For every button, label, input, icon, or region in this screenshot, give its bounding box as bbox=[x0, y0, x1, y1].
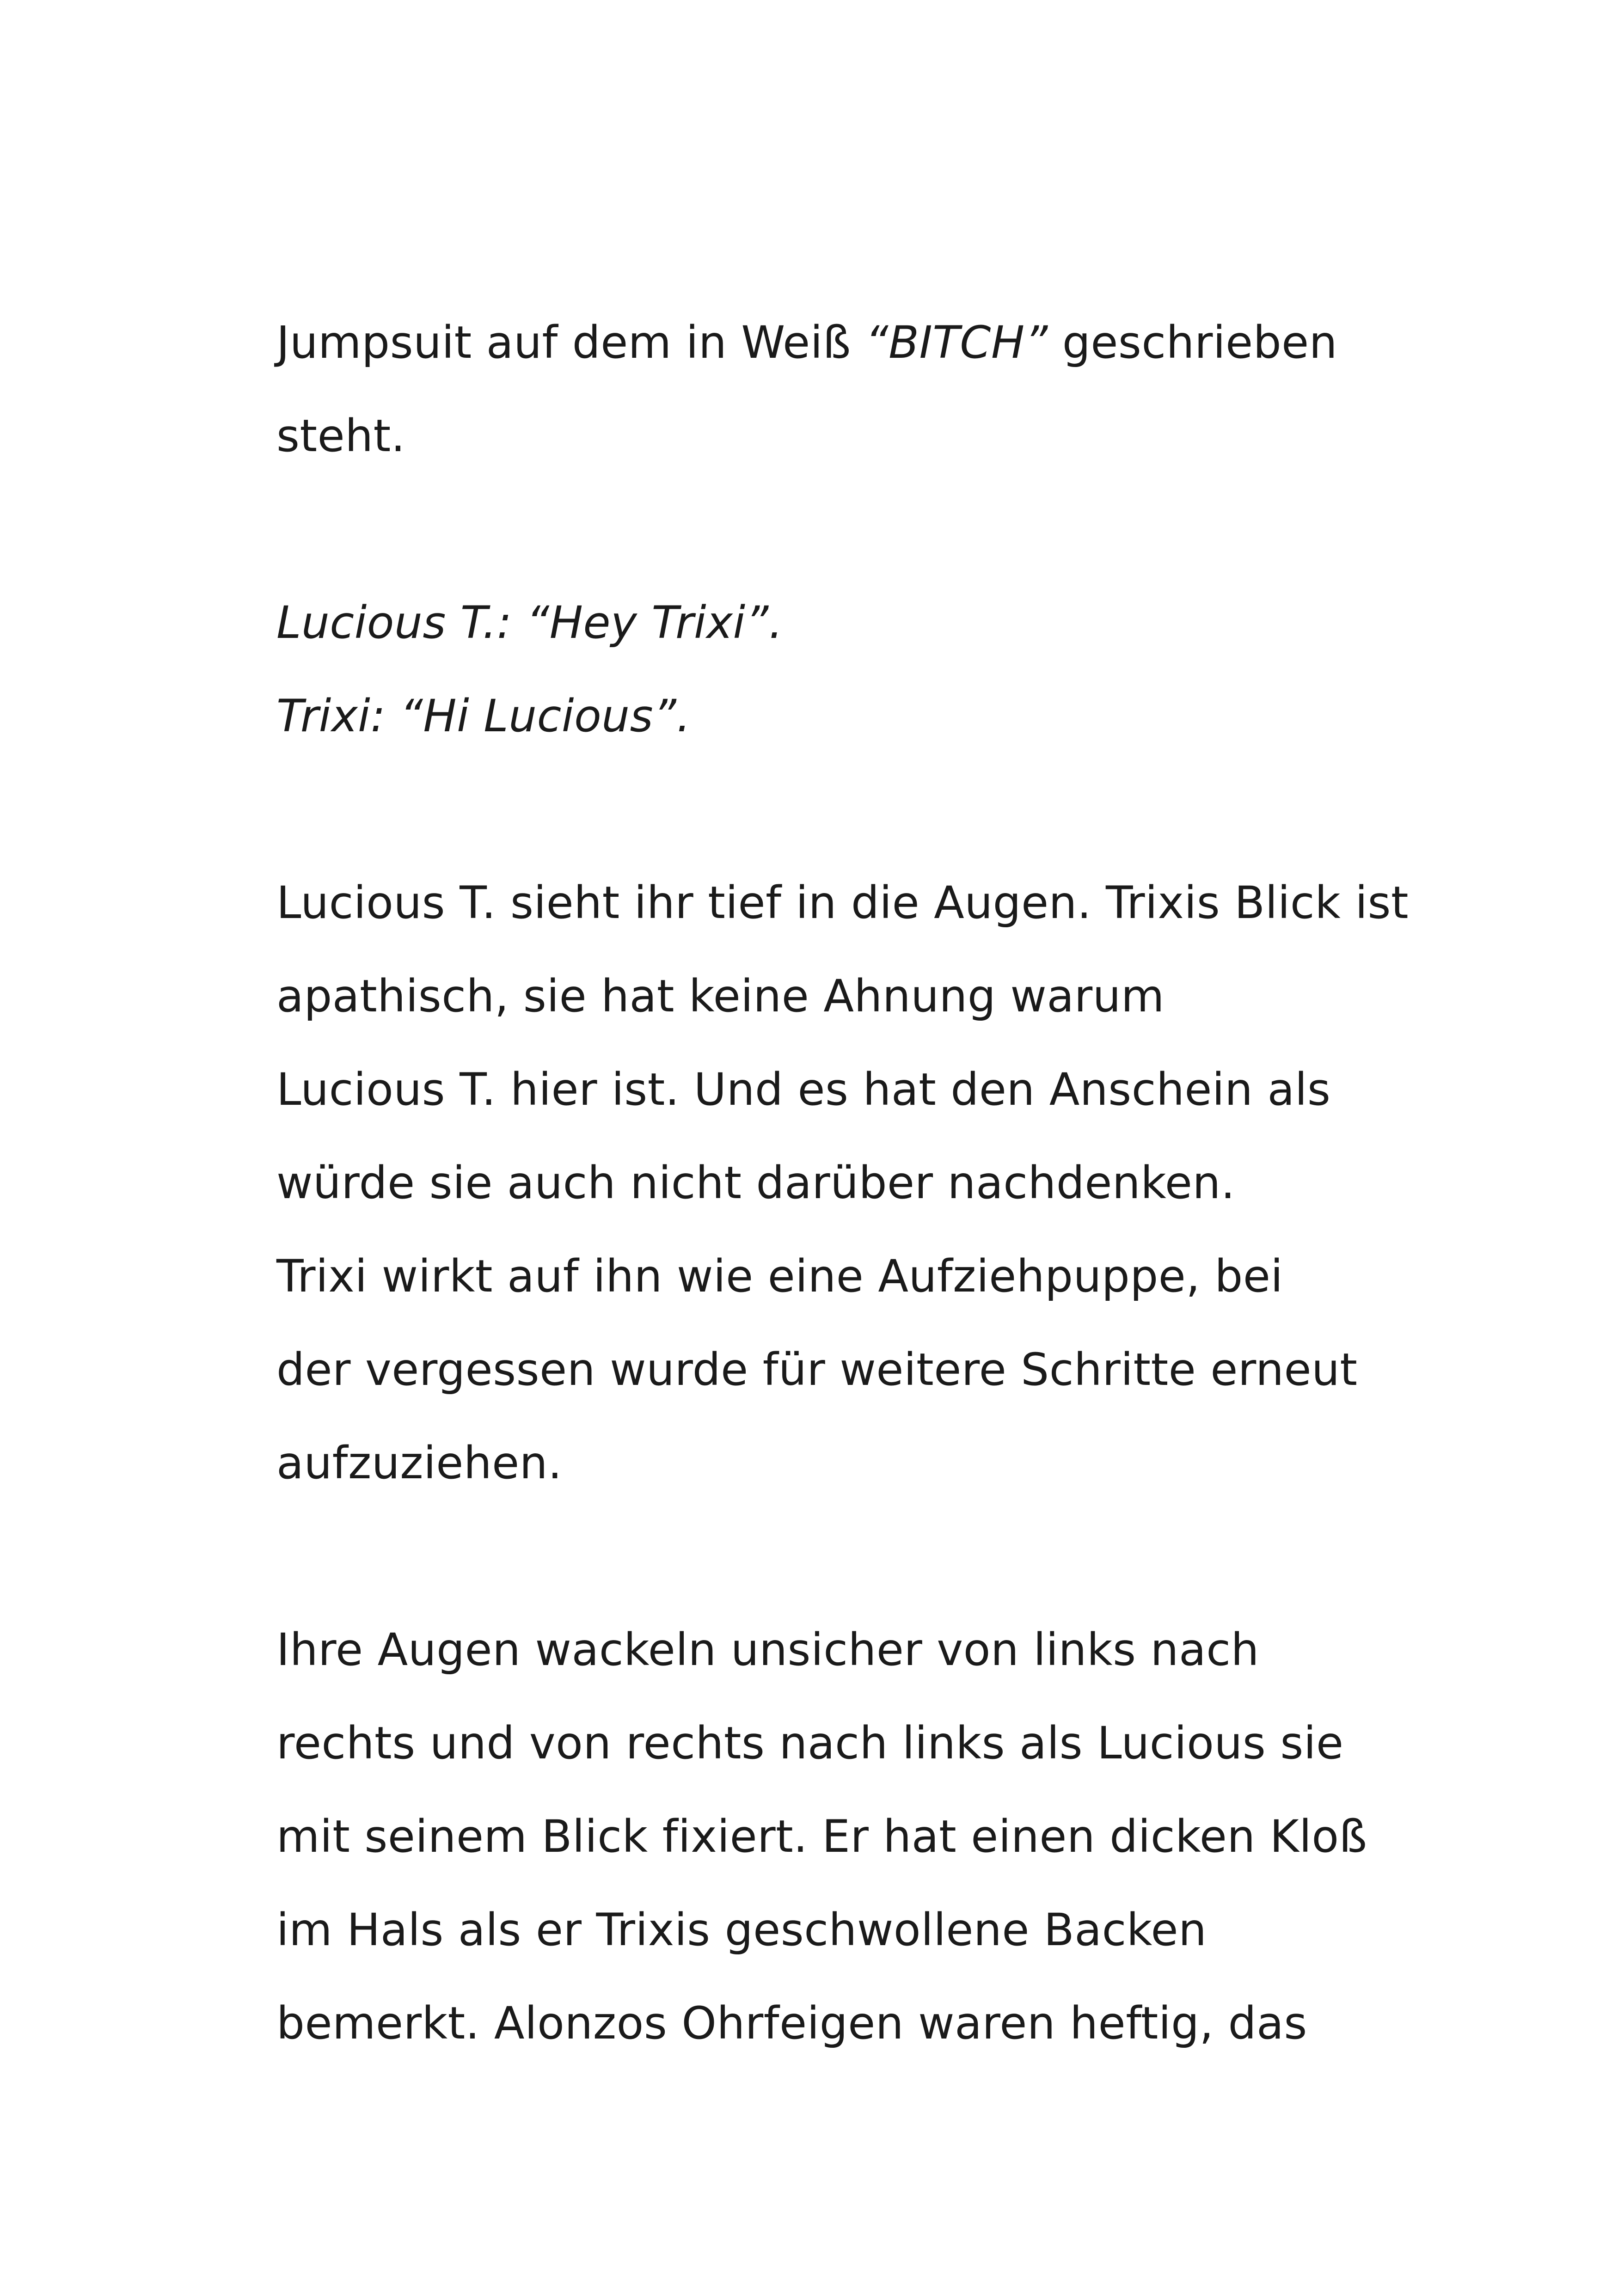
text-segment: bemerkt. Alonzos Ohrfeigen waren heftig, das bbox=[276, 1997, 1307, 2049]
text-segment-italic: Lucious T.: “Hey Trixi”. bbox=[276, 597, 783, 649]
text-line bbox=[276, 1136, 1386, 1230]
text-line bbox=[276, 389, 1386, 483]
text-segment: aufzuziehen. bbox=[276, 1437, 563, 1489]
paragraph-3 bbox=[276, 856, 1409, 1510]
text-line bbox=[276, 1323, 1386, 1416]
text-segment: im Hals als er Trixis geschwollene Backen bbox=[276, 1904, 1207, 1956]
dialogue-line-lucious bbox=[276, 576, 1386, 669]
text-segment: der vergessen wurde für weitere Schritte erneut bbox=[276, 1344, 1358, 1396]
text-segment: apathisch, sie hat keine Ahnung warum bbox=[276, 970, 1165, 1022]
text-line bbox=[276, 1043, 1386, 1136]
paragraph-4 bbox=[276, 1603, 1386, 2070]
text-segment-italic: “BITCH” bbox=[865, 317, 1048, 368]
text-line bbox=[276, 1977, 1386, 2070]
dialogue-line-trixi bbox=[276, 669, 1386, 763]
text-line bbox=[276, 1416, 1386, 1510]
paragraph-1 bbox=[276, 296, 1386, 483]
text-segment: Jumpsuit auf dem in Weiß bbox=[276, 317, 865, 368]
text-segment: Lucious T. sieht ihr tief in die Augen. Trixis Blick ist bbox=[276, 877, 1409, 929]
text-line bbox=[276, 296, 1386, 389]
text-segment: steht. bbox=[276, 410, 405, 462]
text-segment: würde sie auch nicht darüber nachdenken. bbox=[276, 1157, 1235, 1209]
text-line bbox=[276, 949, 1386, 1043]
text-segment-italic: Trixi: “Hi Lucious”. bbox=[276, 690, 691, 742]
text-line bbox=[276, 1230, 1386, 1323]
text-line bbox=[276, 1790, 1386, 1883]
text-segment: Lucious T. hier ist. Und es hat den Anschein als bbox=[276, 1064, 1331, 1115]
text-segment: mit seinem Blick fixiert. Er hat einen dicken Kloß bbox=[276, 1811, 1367, 1862]
text-line bbox=[276, 1603, 1386, 1696]
text-segment: geschrieben bbox=[1048, 317, 1338, 368]
text-segment: Trixi wirkt auf ihn wie eine Aufziehpuppe, bei bbox=[276, 1250, 1283, 1302]
dialogue-block bbox=[276, 576, 1386, 763]
text-line bbox=[276, 1883, 1386, 1977]
text-line bbox=[276, 856, 1409, 949]
text-line bbox=[276, 1696, 1386, 1790]
text-segment: Ihre Augen wackeln unsicher von links nach bbox=[276, 1624, 1259, 1676]
text-segment: rechts und von rechts nach links als Lucious sie bbox=[276, 1717, 1344, 1769]
body-text bbox=[276, 296, 1409, 2163]
